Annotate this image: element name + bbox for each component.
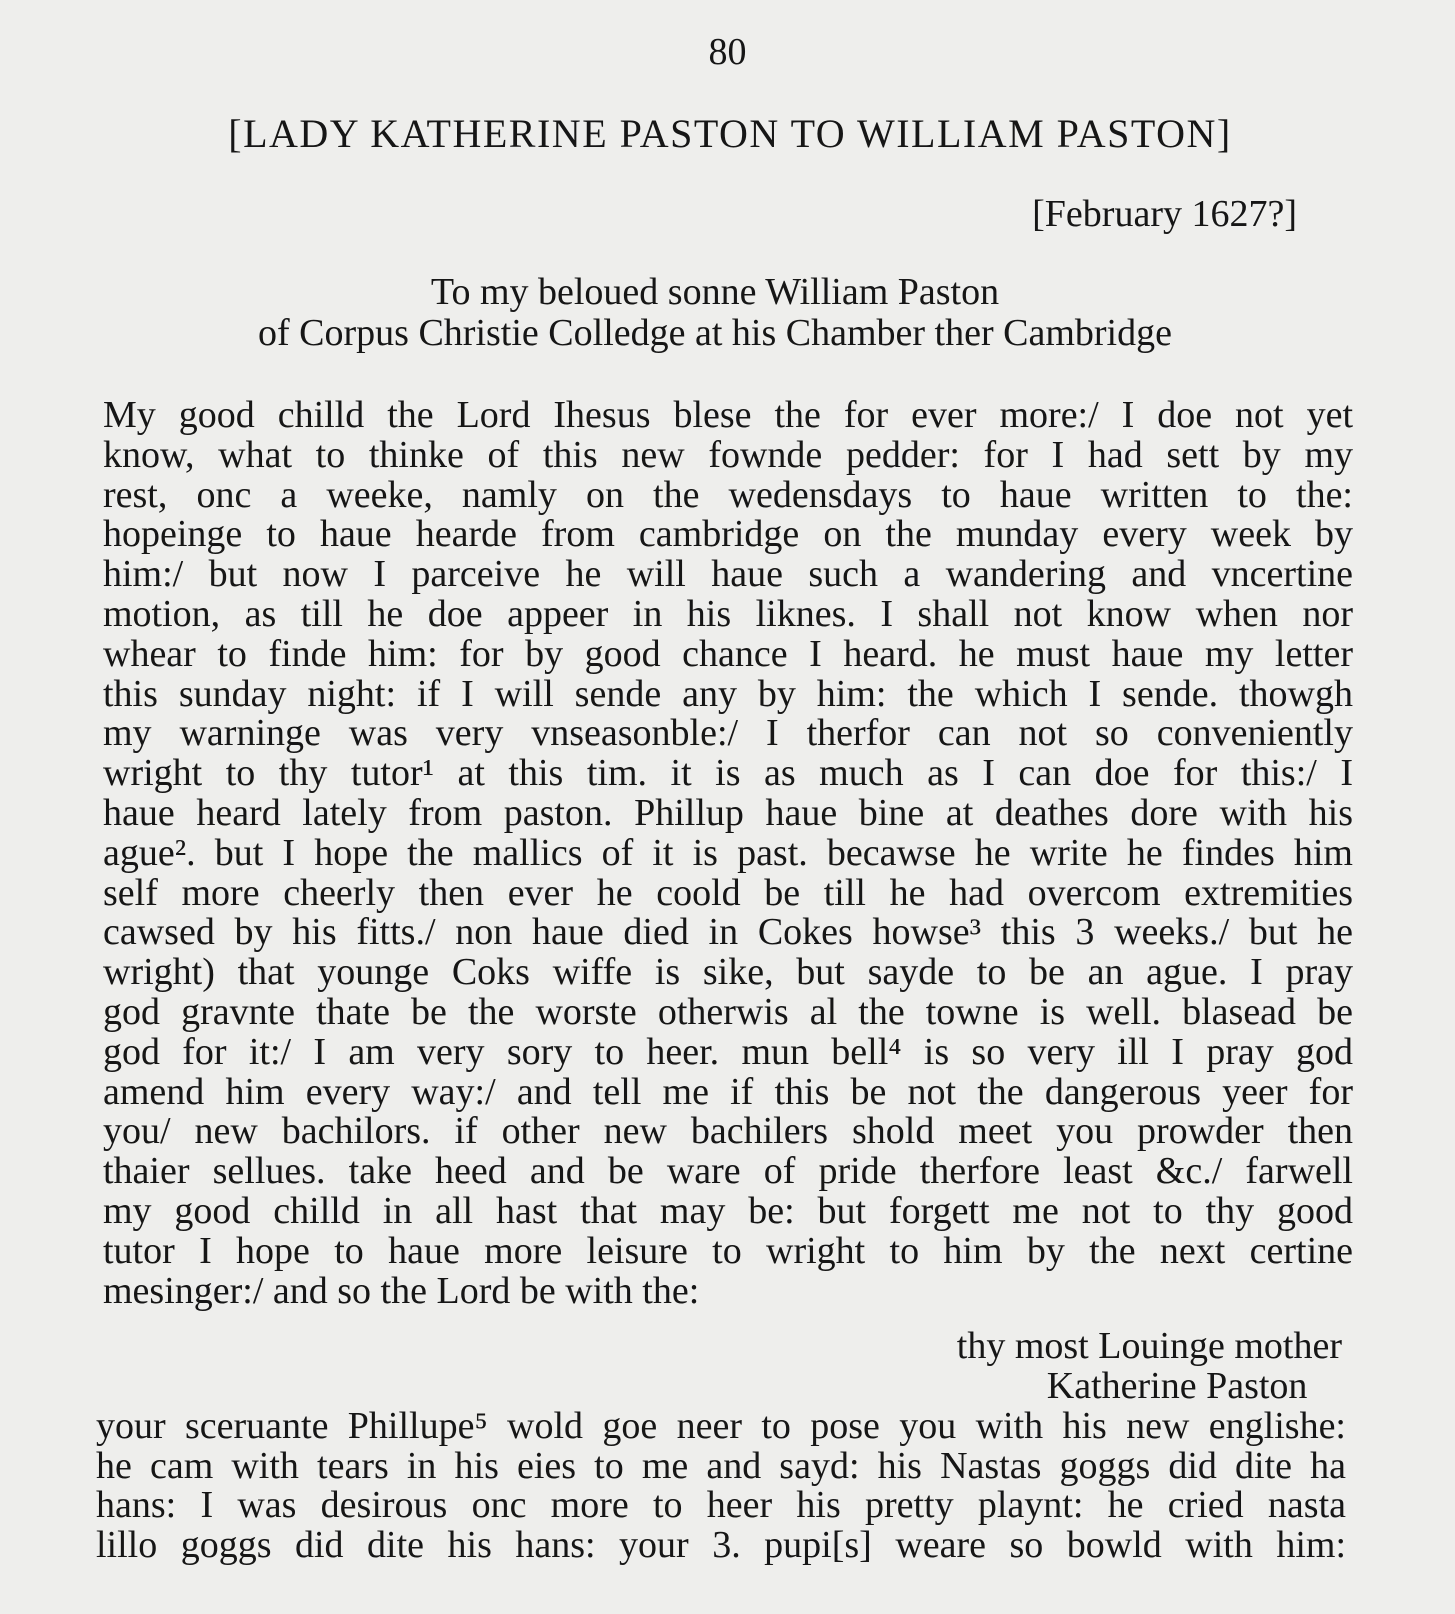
body-line: my good chilld in all hast that may be: but forgett me not to thy good [103, 1189, 1353, 1232]
body-line: My good chilld the Lord Ihesus blese the for ever more:/ I doe not yet [103, 394, 1353, 436]
body-line: you/ new bachilors. if other new bachilers shold meet you prowder then [103, 1110, 1353, 1153]
body-line: tutor I hope to haue more leisure to wright to him by the next certine [103, 1229, 1353, 1272]
signature-name: Katherine Paston [1046, 1365, 1308, 1407]
letter-title: [LADY KATHERINE PASTON TO WILLIAM PASTON] [228, 111, 1232, 156]
body-line: whear to finde him: for by good chance I heard. he must haue my letter [103, 632, 1353, 675]
letter-address [160, 272, 1270, 354]
body-line: cawsed by his fitts./ non haue died in Cokes howse³ this 3 weeks./ but he [103, 911, 1353, 954]
body-line: haue heard lately from paston. Phillup haue bine at deathes dore with his [103, 791, 1353, 834]
body-line: wright) that younge Coks wiffe is sike, but sayde to be an ague. I pray [103, 951, 1353, 994]
postscript-line: hans: I was desirous onc more to heer his pretty playnt: he cried nasta [96, 1484, 1346, 1526]
letter-date: [February 1627?] [1032, 193, 1297, 235]
body-line: god gravnte thate be the worste otherwis al the towne is well. blasead be [103, 990, 1353, 1033]
page-number: 80 [708, 31, 747, 73]
body-line: know, what to thinke of this new fownde pedder: for I had sett by my [103, 433, 1353, 476]
letter-postscript [96, 1407, 1346, 1565]
signature-closing: thy most Louinge mother [956, 1325, 1342, 1367]
body-line: thaier sellues. take heed and be ware of pride therfore least &c./ farwell [103, 1150, 1353, 1193]
body-line: him:/ but now I parceive he will haue such a wandering and vncertine [103, 553, 1353, 596]
body-line: motion, as till he doe appeer in his liknes. I shall not know when nor [103, 592, 1353, 635]
body-line: self more cheerly then ever he coold be till he had overcom extremities [103, 871, 1353, 914]
body-line: rest, onc a weeke, namly on the wedensdays to haue written to the: [103, 473, 1353, 516]
body-line: my warninge was very vnseasonble:/ I therfor can not so conveniently [103, 712, 1353, 755]
body-line: this sunday night: if I will sende any by him: the which I sende. thowgh [103, 672, 1353, 715]
postscript-line: your sceruante Phillupe⁵ wold goe neer to pose you with his new englishe: [96, 1405, 1346, 1447]
body-line: hopeinge to haue hearde from cambridge on the munday every week by [103, 513, 1353, 556]
address-line: of Corpus Christie Colledge at his Chamber ther Cambridge [258, 312, 1172, 354]
body-line: mesinger:/ and so the Lord be with the: [103, 1269, 700, 1312]
letter-body [103, 396, 1353, 1311]
body-line: ague². but I hope the mallics of it is past. becawse he write he findes him [103, 831, 1353, 874]
postscript-line: he cam with tears in his eies to me and sayd: his Nastas goggs did dite ha [96, 1444, 1346, 1487]
body-line: amend him every way:/ and tell me if this be not the dangerous yeer for [103, 1070, 1353, 1113]
address-line: To my beloued sonne William Paston [430, 271, 1000, 313]
body-line: wright to thy tutor¹ at this tim. it is as much as I can doe for this:/ I [103, 752, 1353, 795]
postscript-line: lillo goggs did dite his hans: your 3. pupi[s] weare so bowld with him: [96, 1523, 1346, 1566]
letter-signature [957, 1326, 1342, 1406]
body-line: god for it:/ I am very sory to heer. mun bell⁴ is so very ill I pray god [103, 1030, 1353, 1073]
